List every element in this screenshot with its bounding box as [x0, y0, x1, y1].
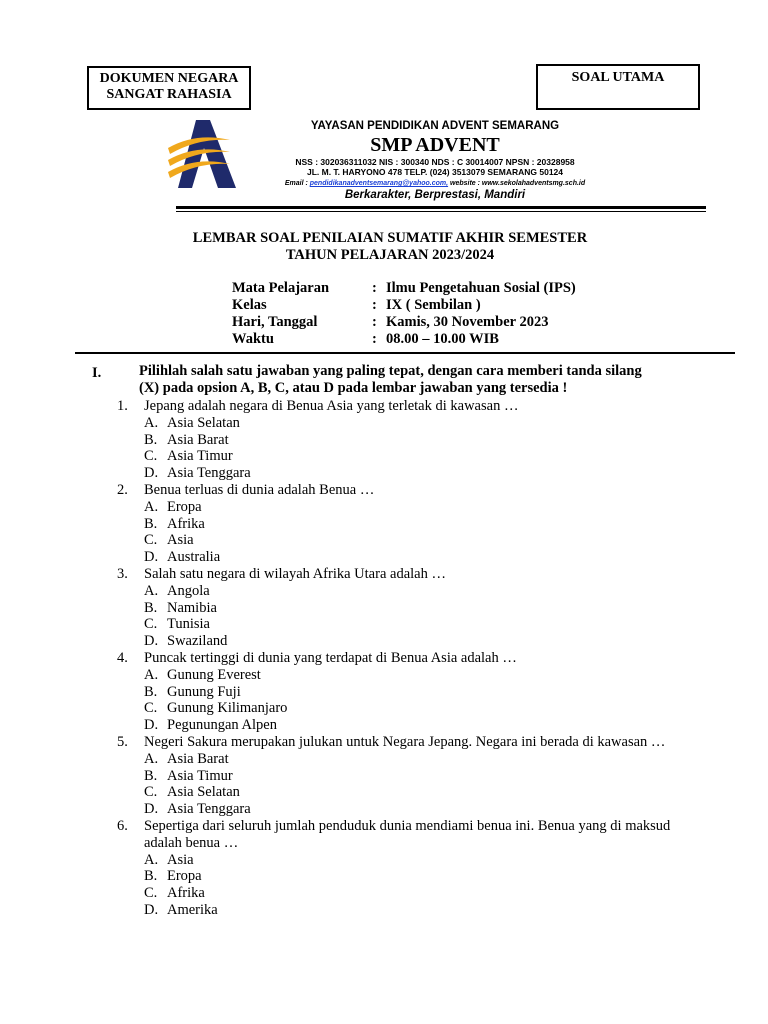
option-text: Asia Timur	[167, 448, 233, 465]
option-item[interactable]	[144, 432, 677, 449]
question-number: 3.	[117, 565, 128, 582]
school-address: JL. M. T. HARYONO 478 TELP. (024) 3513079 SEMARANG 50124	[306, 167, 564, 177]
option-letter: C.	[144, 784, 158, 801]
question-text: Benua terluas di dunia adalah Benua …	[144, 481, 375, 498]
option-letter: C.	[144, 700, 158, 717]
option-letter: D.	[144, 717, 159, 734]
option-item[interactable]	[144, 667, 677, 684]
option-text: Asia Barat	[167, 431, 229, 448]
exam-title: LEMBAR SOAL PENILAIAN SUMATIF AKHIR SEMESTER	[192, 230, 588, 246]
option-letter: D.	[144, 465, 159, 482]
option-item[interactable]	[144, 616, 677, 633]
option-item[interactable]	[144, 852, 677, 869]
info-separator: :	[372, 297, 377, 313]
info-separator: :	[372, 280, 377, 296]
option-item[interactable]	[144, 801, 677, 818]
option-letter: D.	[144, 801, 159, 818]
info-label: Mata Pelajaran	[232, 280, 330, 296]
option-text: Asia Timur	[167, 767, 233, 784]
section-divider	[75, 352, 735, 354]
info-separator: :	[372, 331, 377, 347]
question-number: 4.	[117, 649, 128, 666]
option-item[interactable]	[144, 415, 677, 432]
school-name: SMP ADVENT	[370, 134, 500, 156]
option-item[interactable]	[144, 499, 677, 516]
question-text: Salah satu negara di wilayah Afrika Utara adalah …	[144, 565, 446, 582]
question-number: 1.	[117, 398, 128, 414]
option-text: Australia	[167, 549, 221, 566]
info-value: Ilmu Pengetahuan Sosial (IPS)	[386, 280, 576, 296]
option-letter: C.	[144, 616, 158, 633]
option-text: Asia Tenggara	[167, 465, 251, 482]
exam-info	[232, 280, 576, 348]
website-text: website : www.sekolahadventsmg.sch.id	[448, 180, 586, 187]
classification-line-1: DOKUMEN NEGARA	[99, 71, 239, 86]
option-text: Afrika	[167, 885, 205, 902]
question-item	[117, 734, 677, 818]
exam-year: TAHUN PELAJARAN 2023/2024	[285, 247, 495, 263]
option-letter: C.	[144, 532, 158, 549]
question-item	[117, 650, 677, 734]
school-ids: NSS : 302036311032 NIS : 300340 NDS : C 30014007 NPSN : 20328958	[295, 157, 575, 167]
option-text: Asia Barat	[167, 750, 229, 767]
exam-type-box	[536, 64, 700, 110]
option-text: Asia Selatan	[167, 414, 240, 431]
question-item	[117, 482, 677, 566]
question-text: Puncak tertinggi di dunia yang terdapat di Benua Asia adalah …	[144, 649, 517, 666]
question-item	[117, 566, 677, 650]
option-text: Afrika	[167, 515, 205, 532]
letterhead-divider-thin	[176, 211, 706, 212]
option-item[interactable]	[144, 516, 677, 533]
info-value: 08.00 – 10.00 WIB	[386, 331, 499, 347]
option-letter: C.	[144, 885, 158, 902]
school-motto: Berkarakter, Berprestasi, Mandiri	[344, 189, 526, 201]
option-item[interactable]	[144, 532, 677, 549]
option-text: Namibia	[167, 599, 217, 616]
option-text: Asia	[167, 532, 194, 549]
question-text: Negeri Sakura merupakan julukan untuk Negara Jepang. Negara ini berada di kawasan …	[144, 733, 666, 750]
option-text: Asia Selatan	[167, 784, 240, 801]
question-text: Jepang adalah negara di Benua Asia yang terletak di kawasan …	[144, 398, 519, 414]
option-letter: B.	[144, 431, 158, 448]
option-text: Swaziland	[167, 633, 228, 650]
option-item[interactable]	[144, 633, 677, 650]
option-text: Asia Tenggara	[167, 801, 251, 818]
school-contact	[200, 180, 670, 187]
option-letter: C.	[144, 448, 158, 465]
section-instruction: Pilihlah salah satu jawaban yang paling tepat, dengan cara memberi tanda silang (X) pada opsion A, B, C, atau D pada lembar jawaban yang tersedia !	[139, 363, 642, 396]
option-text: Eropa	[167, 498, 202, 515]
question-number: 2.	[117, 481, 128, 498]
letterhead-divider-thick	[176, 206, 706, 209]
option-letter: B.	[144, 767, 158, 784]
option-letter: B.	[144, 599, 158, 616]
question-item	[117, 818, 677, 919]
info-label: Hari, Tanggal	[232, 314, 318, 330]
option-text: Eropa	[167, 868, 202, 885]
option-item[interactable]	[144, 885, 677, 902]
option-item[interactable]	[144, 768, 677, 785]
info-row-date	[232, 314, 576, 331]
question-list	[117, 398, 677, 919]
option-item[interactable]	[144, 448, 677, 465]
email-link[interactable]: pendidikanadventsemarang@yahoo.com,	[309, 180, 449, 187]
info-row-class	[232, 297, 576, 314]
info-value: Kamis, 30 November 2023	[386, 314, 549, 330]
option-letter: D.	[144, 901, 159, 918]
classification-line-2: SANGAT RAHASIA	[106, 87, 232, 102]
option-letter: D.	[144, 549, 159, 566]
info-row-time	[232, 331, 576, 348]
option-letter: A.	[144, 582, 159, 599]
option-letter: A.	[144, 851, 159, 868]
option-item[interactable]	[144, 600, 677, 617]
email-label: Email :	[284, 180, 310, 187]
exam-type-label: SOAL UTAMA	[571, 70, 665, 85]
option-letter: A.	[144, 666, 159, 683]
foundation-name: YAYASAN PENDIDIKAN ADVENT SEMARANG	[310, 120, 560, 132]
option-text: Pegunungan Alpen	[167, 717, 277, 734]
option-item[interactable]	[144, 583, 677, 600]
option-item[interactable]	[144, 751, 677, 768]
option-item[interactable]	[144, 700, 677, 717]
option-letter: D.	[144, 633, 159, 650]
option-item[interactable]	[144, 684, 677, 701]
option-text: Gunung Kilimanjaro	[167, 700, 288, 717]
option-text: Angola	[167, 582, 210, 599]
option-item[interactable]	[144, 549, 677, 566]
option-item[interactable]	[144, 717, 677, 734]
option-letter: A.	[144, 498, 159, 515]
option-text: Gunung Everest	[167, 666, 261, 683]
question-text: Sepertiga dari seluruh jumlah penduduk dunia mendiami benua ini. Benua yang di maksud adalah benua …	[144, 817, 671, 851]
option-item[interactable]	[144, 902, 677, 919]
info-row-subject	[232, 280, 576, 297]
option-item[interactable]	[144, 868, 677, 885]
option-item[interactable]	[144, 784, 677, 801]
option-letter: B.	[144, 515, 158, 532]
option-letter: B.	[144, 868, 158, 885]
question-number: 5.	[117, 733, 128, 750]
option-item[interactable]	[144, 465, 677, 482]
info-label: Waktu	[232, 331, 274, 347]
option-letter: A.	[144, 750, 159, 767]
option-letter: A.	[144, 414, 159, 431]
info-value: IX ( Sembilan )	[386, 297, 481, 313]
option-text: Gunung Fuji	[167, 683, 241, 700]
option-letter: B.	[144, 683, 158, 700]
question-item	[117, 398, 677, 482]
section-number: I.	[92, 365, 102, 381]
option-text: Asia	[167, 851, 194, 868]
option-text: Amerika	[167, 901, 218, 918]
info-separator: :	[372, 314, 377, 330]
option-text: Tunisia	[167, 616, 210, 633]
classification-box	[87, 66, 251, 110]
question-number: 6.	[117, 817, 128, 834]
info-label: Kelas	[232, 297, 267, 313]
